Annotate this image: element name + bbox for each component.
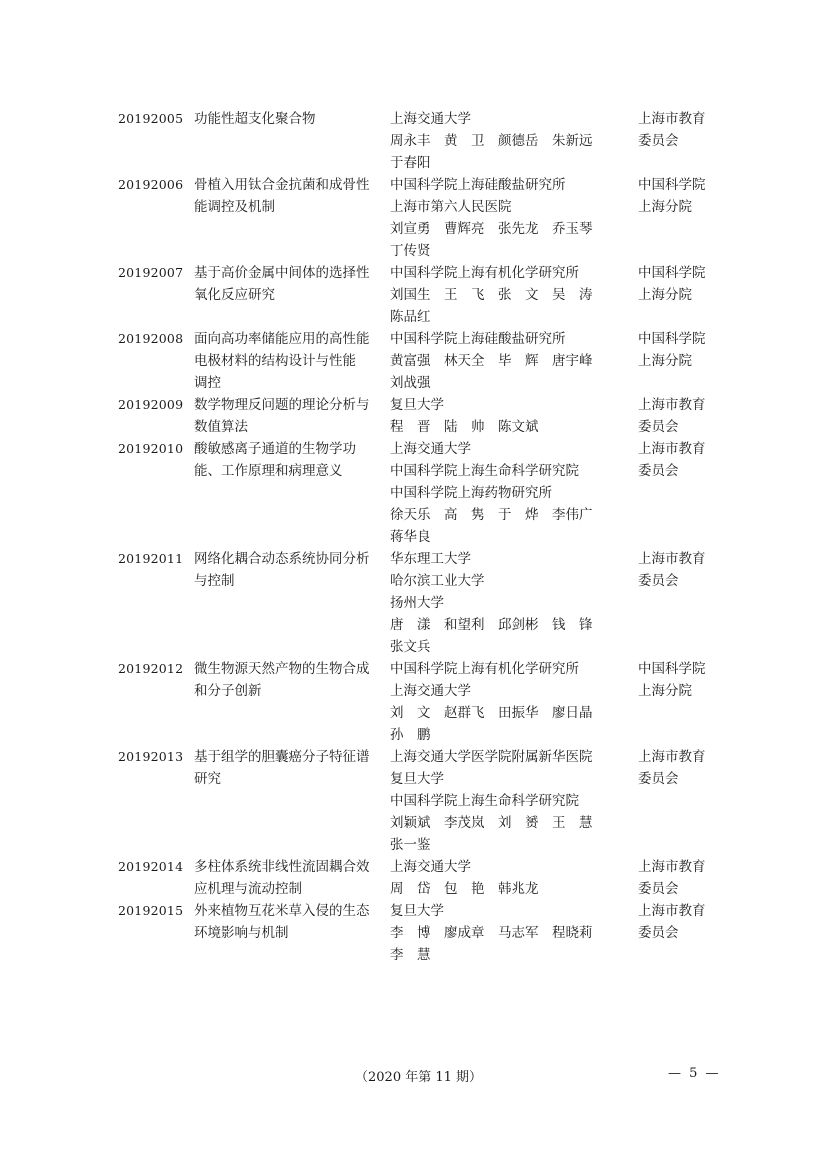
project-title <box>194 262 390 306</box>
recommender-line: 委员会 <box>638 925 679 941</box>
project-code: 20192013 <box>118 749 184 764</box>
title-line: 数学物理反问题的理论分析与 <box>194 397 370 413</box>
institutions-and-people <box>390 108 638 174</box>
title-line: 和分子创新 <box>194 683 262 699</box>
title-line: 微生物源天然产物的生物合成 <box>194 661 370 677</box>
recommender-line: 委员会 <box>638 881 679 897</box>
project-code: 20192010 <box>118 441 184 456</box>
people-names: 蒋华良 <box>390 529 431 545</box>
project-title <box>194 174 390 218</box>
title-line: 与控制 <box>194 573 235 589</box>
table-row <box>118 746 738 856</box>
title-line: 网络化耦合动态系统协同分析 <box>194 551 370 567</box>
institution-name: 上海交通大学 <box>390 111 471 127</box>
project-code: 20192008 <box>118 331 184 346</box>
institution-name: 中国科学院上海有机化学研究所 <box>390 265 579 281</box>
people-names: 孙 鹏 <box>390 727 431 743</box>
recommending-unit <box>638 746 738 790</box>
table-row <box>118 394 738 438</box>
institution-name: 中国科学院上海生命科学研究院 <box>390 463 579 479</box>
project-code: 20192012 <box>118 661 184 676</box>
recommender-line: 上海分院 <box>638 683 692 699</box>
people-names: 张文兵 <box>390 639 431 655</box>
title-line: 基于高价金属中间体的选择性 <box>194 265 370 281</box>
recommending-unit <box>638 262 738 306</box>
recommender-line: 上海分院 <box>638 353 692 369</box>
recommender-line: 上海市教育 <box>638 859 706 875</box>
table-row <box>118 328 738 394</box>
institution-name: 哈尔滨工业大学 <box>390 573 485 589</box>
institution-name: 华东理工大学 <box>390 551 471 567</box>
institutions-and-people <box>390 900 638 966</box>
people-names: 周 岱 包 艳 韩兆龙 <box>390 881 539 897</box>
recommending-unit <box>638 900 738 944</box>
title-line: 氧化反应研究 <box>194 287 275 303</box>
title-line: 电极材料的结构设计与性能 <box>194 353 356 369</box>
people-names: 程 晋 陆 帅 陈文斌 <box>390 419 539 435</box>
people-names: 于春阳 <box>390 155 431 171</box>
award-table <box>118 108 738 966</box>
project-code: 20192011 <box>118 551 184 566</box>
recommender-line: 委员会 <box>638 463 679 479</box>
recommender-line: 上海市教育 <box>638 551 706 567</box>
recommending-unit <box>638 108 738 152</box>
title-line: 多柱体系统非线性流固耦合效 <box>194 859 370 875</box>
people-names: 刘颖斌 李茂岚 刘 赟 王 慧 <box>390 815 593 831</box>
people-names: 张一鉴 <box>390 837 431 853</box>
recommending-unit <box>638 548 738 592</box>
institutions-and-people <box>390 548 638 658</box>
project-title <box>194 328 390 394</box>
page-number: — 5 — <box>668 1066 721 1081</box>
people-names: 黄富强 林天全 毕 辉 唐宇峰 <box>390 353 593 369</box>
title-line: 面向高功率储能应用的高性能 <box>194 331 370 347</box>
people-names: 周永丰 黄 卫 颜德岳 朱新远 <box>390 133 593 149</box>
project-title <box>194 746 390 790</box>
recommending-unit <box>638 658 738 702</box>
recommender-line: 中国科学院 <box>638 661 706 677</box>
project-code: 20192007 <box>118 265 184 280</box>
recommending-unit <box>638 438 738 482</box>
recommending-unit <box>638 174 738 218</box>
title-line: 外来植物互花米草入侵的生态 <box>194 903 370 919</box>
title-line: 研究 <box>194 771 221 787</box>
project-code: 20192006 <box>118 177 184 192</box>
title-line: 应机理与流动控制 <box>194 881 302 897</box>
title-line: 数值算法 <box>194 419 248 435</box>
recommender-line: 上海市教育 <box>638 441 706 457</box>
project-title <box>194 108 390 130</box>
institutions-and-people <box>390 328 638 394</box>
recommender-line: 中国科学院 <box>638 331 706 347</box>
project-title <box>194 900 390 944</box>
title-line: 骨植入用钛合金抗菌和成骨性 <box>194 177 370 193</box>
page-footer <box>0 1066 827 1088</box>
recommender-line: 委员会 <box>638 573 679 589</box>
people-names: 徐天乐 高 隽 于 烨 李伟广 <box>390 507 593 523</box>
table-row <box>118 262 738 328</box>
institution-name: 中国科学院上海硅酸盐研究所 <box>390 331 566 347</box>
title-line: 环境影响与机制 <box>194 925 289 941</box>
title-line: 基于组学的胆囊癌分子特征谱 <box>194 749 370 765</box>
project-code: 20192014 <box>118 859 184 874</box>
table-row <box>118 856 738 900</box>
table-row <box>118 548 738 658</box>
project-title <box>194 856 390 900</box>
institution-name: 复旦大学 <box>390 397 444 413</box>
title-line: 能、工作原理和病理意义 <box>194 463 343 479</box>
recommending-unit <box>638 328 738 372</box>
institutions-and-people <box>390 746 638 856</box>
institution-name: 上海交通大学医学院附属新华医院 <box>390 749 593 765</box>
institutions-and-people <box>390 438 638 548</box>
institutions-and-people <box>390 262 638 328</box>
recommender-line: 上海市教育 <box>638 903 706 919</box>
institutions-and-people <box>390 394 638 438</box>
institution-name: 复旦大学 <box>390 903 444 919</box>
title-line: 酸敏感离子通道的生物学功 <box>194 441 356 457</box>
institution-name: 中国科学院上海硅酸盐研究所 <box>390 177 566 193</box>
table-row <box>118 900 738 966</box>
people-names: 刘 文 赵群飞 田振华 廖日晶 <box>390 705 593 721</box>
people-names: 李 博 廖成章 马志军 程晓莉 <box>390 925 593 941</box>
table-row <box>118 108 738 174</box>
people-names: 李 慧 <box>390 947 431 963</box>
recommender-line: 上海市教育 <box>638 111 706 127</box>
recommender-line: 上海分院 <box>638 287 692 303</box>
title-line: 功能性超支化聚合物 <box>194 111 316 127</box>
institution-name: 上海交通大学 <box>390 859 471 875</box>
table-row <box>118 438 738 548</box>
people-names: 刘国生 王 飞 张 文 吴 涛 <box>390 287 593 303</box>
project-code: 20192005 <box>118 111 184 126</box>
table-row <box>118 174 738 262</box>
institution-name: 中国科学院上海有机化学研究所 <box>390 661 579 677</box>
project-code: 20192009 <box>118 397 184 412</box>
project-title <box>194 548 390 592</box>
recommender-line: 上海分院 <box>638 199 692 215</box>
recommender-line: 委员会 <box>638 133 679 149</box>
issue-label: （2020 年第 11 期） <box>355 1070 483 1085</box>
people-names: 丁传贤 <box>390 243 431 259</box>
recommender-line: 上海市教育 <box>638 397 706 413</box>
project-title <box>194 438 390 482</box>
institution-name: 复旦大学 <box>390 771 444 787</box>
institution-name: 上海交通大学 <box>390 441 471 457</box>
recommender-line: 中国科学院 <box>638 177 706 193</box>
institution-name: 上海交通大学 <box>390 683 471 699</box>
table-row <box>118 658 738 746</box>
project-title <box>194 658 390 702</box>
project-title <box>194 394 390 438</box>
institution-name: 中国科学院上海药物研究所 <box>390 485 552 501</box>
institution-name: 中国科学院上海生命科学研究院 <box>390 793 579 809</box>
institution-name: 扬州大学 <box>390 595 444 611</box>
recommender-line: 上海市教育 <box>638 749 706 765</box>
recommending-unit <box>638 394 738 438</box>
institutions-and-people <box>390 658 638 746</box>
title-line: 调控 <box>194 375 221 391</box>
people-names: 刘战强 <box>390 375 431 391</box>
recommender-line: 中国科学院 <box>638 265 706 281</box>
recommender-line: 委员会 <box>638 419 679 435</box>
recommending-unit <box>638 856 738 900</box>
title-line: 能调控及机制 <box>194 199 275 215</box>
people-names: 陈品红 <box>390 309 431 325</box>
institutions-and-people <box>390 856 638 900</box>
recommender-line: 委员会 <box>638 771 679 787</box>
project-code: 20192015 <box>118 903 184 918</box>
institution-name: 上海市第六人民医院 <box>390 199 512 215</box>
institutions-and-people <box>390 174 638 262</box>
people-names: 刘宣勇 曹辉亮 张先龙 乔玉琴 <box>390 221 593 237</box>
people-names: 唐 漾 和望利 邱剑彬 钱 锋 <box>390 617 593 633</box>
